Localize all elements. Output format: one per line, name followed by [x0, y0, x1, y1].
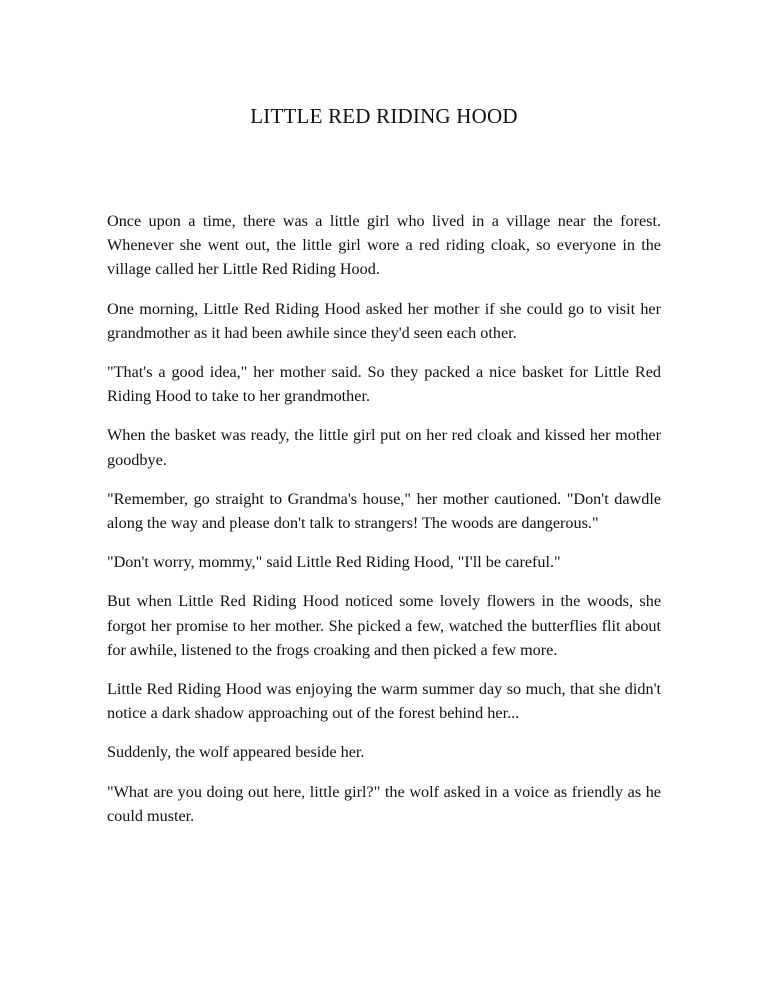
paragraph-8: Little Red Riding Hood was enjoying the warm summer day so much, that she didn't notice a dark shadow approaching out of the forest behind her... [107, 680, 661, 723]
paragraph-2: One morning, Little Red Riding Hood asked her mother if she could go to visit her grandmother as it had been awhile since they'd seen each other. [107, 299, 661, 342]
paragraph-3: "That's a good idea," her mother said. So they packed a nice basket for Little Red Riding Hood to take to her grandmother. [107, 363, 661, 406]
paragraph-5: "Remember, go straight to Grandma's house," her mother cautioned. "Don't dawdle along the way and please don't talk to strangers! The woods are dangerous." [107, 489, 661, 533]
paragraph-1: Once upon a time, there was a little girl who lived in a village near the forest. Whenever she went out, the little girl wore a red riding cloak, so everyone in the village called her Little Red Riding Hood. [107, 212, 661, 279]
story-title: LITTLE RED RIDING HOOD [250, 104, 518, 128]
paragraph-7: But when Little Red Riding Hood noticed some lovely flowers in the woods, she forgot her promise to her mother. She picked a few, watched the butterflies flit about for awhile, listened to the frogs croaking and then picked a few more. [107, 592, 661, 659]
paragraph-4: When the basket was ready, the little girl put on her red cloak and kissed her mother goodbye. [107, 426, 661, 469]
paragraph-6: "Don't worry, mommy," said Little Red Riding Hood, "I'll be careful." [107, 553, 561, 572]
story-body [107, 209, 661, 843]
paragraph-10: "What are you doing out here, little girl?" the wolf asked in a voice as friendly as he could muster. [107, 782, 661, 825]
paragraph-9: Suddenly, the wolf appeared beside her. [107, 743, 365, 762]
